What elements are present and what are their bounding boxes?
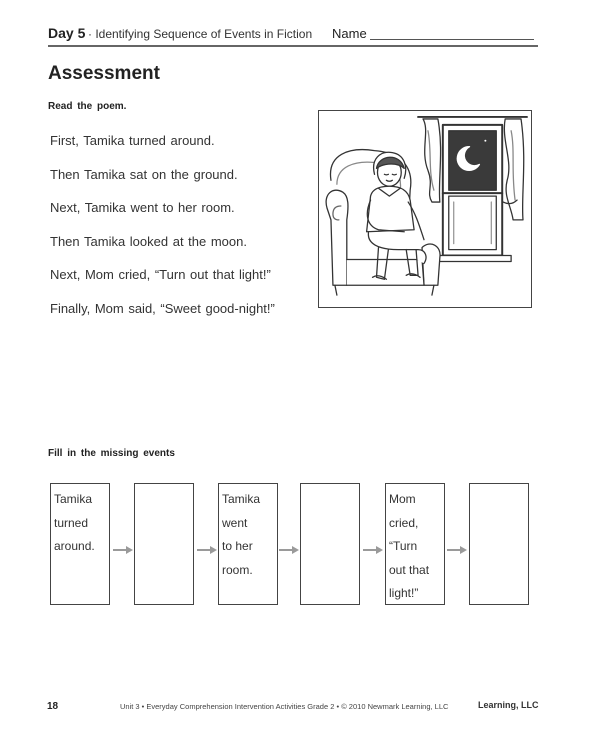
arrow-right-icon: [112, 545, 134, 555]
event-text-line: went: [222, 515, 248, 530]
event-text-line: “Turn: [389, 539, 418, 553]
page-title: Assessment: [48, 63, 160, 84]
event-text-line: cried,: [389, 515, 419, 530]
poem: [50, 133, 275, 334]
girl-in-chair-illustration: [318, 110, 532, 308]
event-text-line: around.: [54, 539, 95, 553]
event-box-4-blank[interactable]: [300, 483, 360, 605]
event-text-line: Tamika: [222, 492, 261, 506]
fill-instruction: Fill in the missing events: [48, 448, 175, 459]
event-box-2-blank[interactable]: [134, 483, 194, 605]
name-blank-line[interactable]: [370, 39, 534, 40]
event-box-6-blank[interactable]: [469, 483, 529, 605]
name-label: Name: [332, 26, 367, 41]
footer-brand: Learning, LLC: [478, 700, 539, 710]
poem-line: Finally, Mom said, “Sweet good-night!”: [50, 300, 275, 316]
event-box-5: [385, 483, 445, 605]
arrow-right-icon: [278, 545, 300, 555]
arrow-right-icon: [362, 545, 384, 555]
poem-line: Next, Mom cried, “Turn out that light!”: [50, 267, 271, 282]
event-text-line: out that: [389, 562, 430, 577]
page-number: 18: [47, 701, 59, 712]
event-text-line: Mom: [389, 492, 416, 506]
event-box-3: [218, 483, 278, 605]
poem-line: First, Tamika turned around.: [50, 133, 215, 148]
event-text-line: Tamika: [54, 492, 93, 506]
arrow-right-icon: [446, 545, 468, 555]
event-text-line: room.: [222, 562, 253, 577]
arrow-right-icon: [196, 545, 218, 555]
read-instruction: Read the poem.: [48, 101, 127, 112]
poem-line: Then Tamika sat on the ground.: [50, 166, 238, 182]
poem-line: Then Tamika looked at the moon.: [50, 233, 247, 249]
event-text-line: light!”: [389, 586, 419, 600]
header-divider: [48, 45, 538, 47]
lesson-subtitle: · Identifying Sequence of Events in Fiction: [88, 27, 313, 41]
day-label: Day 5: [48, 25, 86, 41]
footer-credit: Unit 3 • Everyday Comprehension Intervention Activities Grade 2 • © 2010 Newmark Learning, LLC: [120, 702, 449, 711]
event-text-line: to her: [222, 539, 253, 553]
poem-line: Next, Tamika went to her room.: [50, 200, 235, 215]
page-header: [48, 25, 538, 45]
event-text-line: turned: [54, 515, 89, 530]
event-box-1: [50, 483, 110, 605]
